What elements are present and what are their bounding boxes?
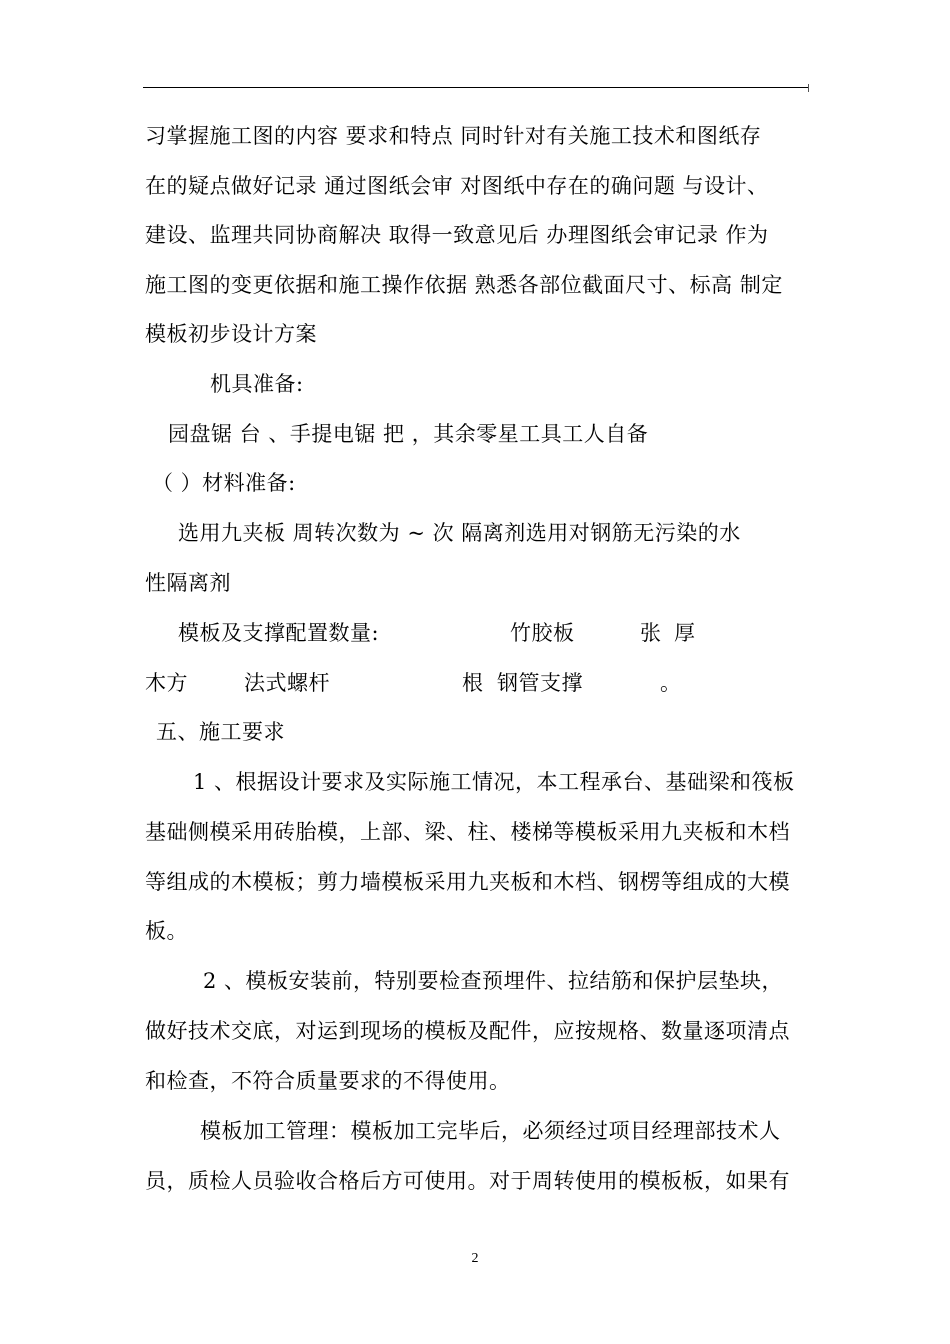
materials-heading: （ ）材料准备:: [152, 471, 296, 495]
requirement-line: 板。: [145, 919, 188, 943]
requirement-line: 做好技术交底，对运到现场的模板及配件，应按规格、数量逐项清点: [145, 1019, 790, 1043]
config-end-mark: 。: [660, 671, 682, 695]
config-thickness: 厚: [674, 621, 696, 645]
requirement-line: 1 、根据设计要求及实际施工情况，本工程承台、基础梁和筏板: [193, 770, 795, 794]
processing-line: 模板加工管理：模板加工完毕后，必须经过项目经理部技术人: [200, 1119, 781, 1143]
config-line-2: [0, 668, 950, 698]
paragraph-line: 建设、监理共同协商解决 取得一致意见后 办理图纸会审记录 作为: [145, 223, 769, 247]
config-bolt: 法式螺杆: [244, 671, 330, 695]
requirement-line: 和检查，不符合质量要求的不得使用。: [145, 1069, 511, 1093]
config-line-1: [0, 618, 950, 648]
requirement-line: 基础侧模采用砖胎模，上部、梁、柱、楼梯等模板采用九夹板和木档: [145, 820, 790, 844]
config-label: 模板及支撑配置数量:: [178, 621, 380, 645]
header-rule: [143, 87, 808, 88]
requirement-line: 2 、模板安装前，特别要检查预埋件、拉结筋和保护层垫块，: [203, 969, 784, 993]
config-bamboo-board: 竹胶板: [510, 621, 575, 645]
config-piece-unit: 根: [462, 671, 484, 695]
materials-line: 选用九夹板 周转次数为 ~ 次 隔离剂选用对钢筋无污染的水: [178, 521, 741, 545]
processing-line: 员，质检人员验收合格后方可使用。对于周转使用的模板板，如果有: [145, 1169, 790, 1193]
paragraph-line: 模板初步设计方案: [145, 322, 317, 346]
config-sheet-unit: 张: [640, 621, 662, 645]
equipment-heading: 机具准备:: [210, 372, 304, 396]
paragraph-line: 在的疑点做好记录 通过图纸会审 对图纸中存在的确问题 与设计、: [145, 174, 769, 198]
page-number: 2: [471, 1251, 479, 1266]
config-steel-support: 钢管支撑: [497, 671, 583, 695]
requirement-line: 等组成的木模板；剪力墙模板采用九夹板和木档、钢楞等组成的大模: [145, 870, 790, 894]
config-timber: 木方: [145, 671, 188, 695]
materials-line: 性隔离剂: [145, 571, 231, 595]
paragraph-line: 习掌握施工图的内容 要求和特点 同时针对有关施工技术和图纸存: [145, 124, 762, 148]
paragraph-line: 施工图的变更依据和施工操作依据 熟悉各部位截面尺寸、标高 制定: [145, 273, 783, 297]
section-heading: 五、施工要求: [156, 720, 285, 744]
header-rule-end-mark: [808, 84, 809, 92]
equipment-line: 园盘锯 台 、手提电锯 把 ，其余零星工具工人自备: [168, 422, 649, 446]
